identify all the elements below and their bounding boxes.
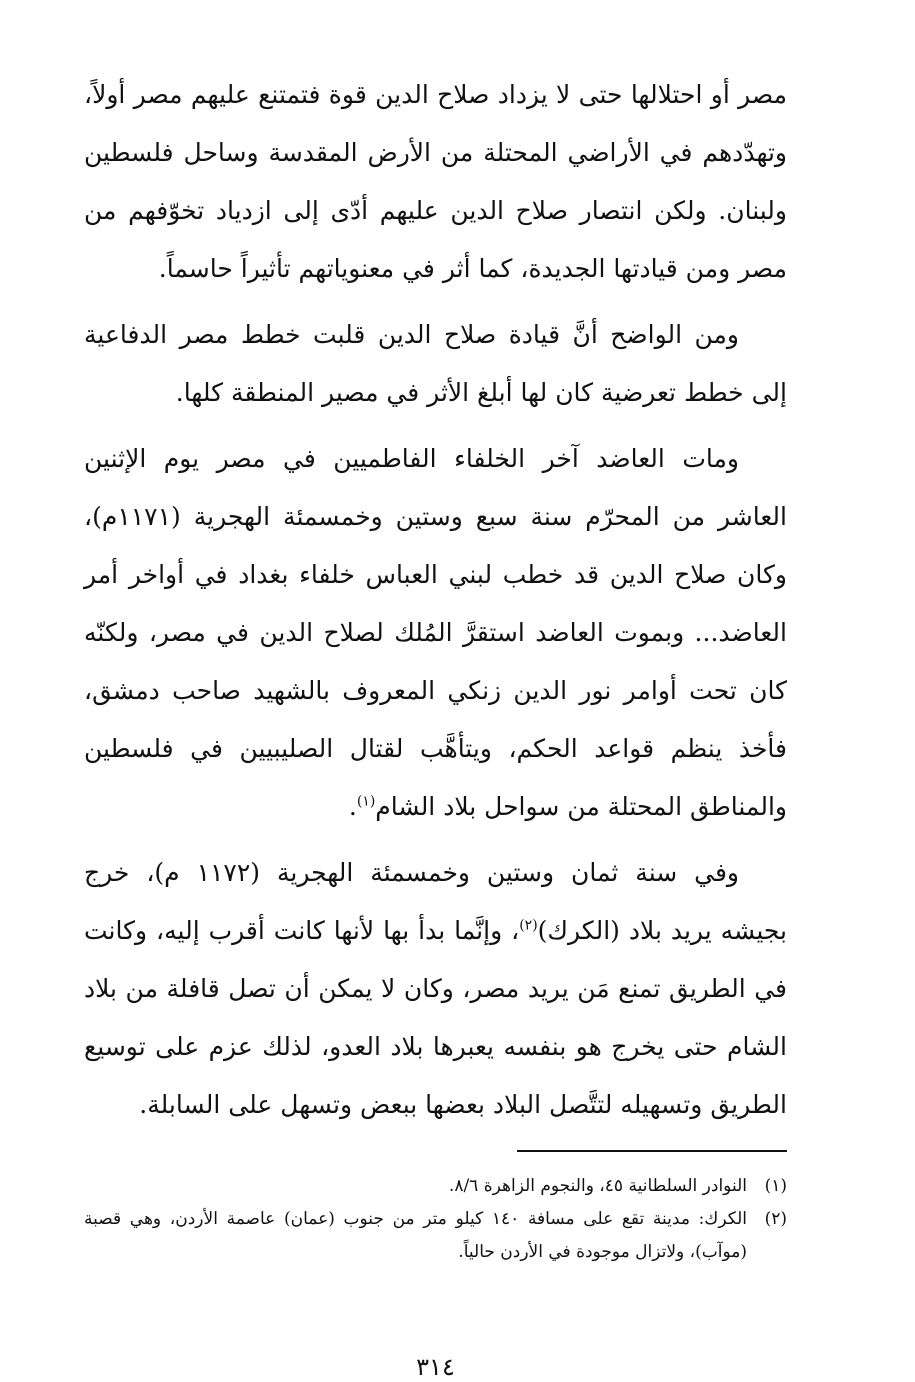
footnote-2 bbox=[84, 1203, 787, 1269]
footnote-text: النوادر السلطانية ٤٥، والنجوم الزاهرة ٨/٦. bbox=[448, 1176, 747, 1196]
footnote-number: (١) bbox=[764, 1176, 787, 1196]
book-page bbox=[84, 66, 787, 1381]
footnote-reference-2[interactable]: (٢) bbox=[519, 917, 538, 934]
footnote-text: الكرك: مدينة تقع على مسافة ١٤٠ كيلو متر من جنوب (عمان) عاصمة الأردن، وهي قصبة (موآب)، ولاتزال موجودة في الأردن حالياً. bbox=[84, 1209, 747, 1262]
paragraph-3 bbox=[84, 430, 787, 836]
footnote-number: (٢) bbox=[764, 1209, 787, 1229]
paragraph-2-text: ومن الواضح أنَّ قيادة صلاح الدين قلبت خطط مصر الدفاعية إلى خطط تعرضية كان لها أبلغ الأثر في مصير المنطقة كلها. bbox=[84, 320, 787, 407]
footnote-reference-1[interactable]: (١) bbox=[356, 793, 376, 810]
paragraph-4 bbox=[84, 844, 787, 1134]
footnote-1 bbox=[84, 1170, 787, 1203]
paragraph-3-text: ومات العاضد آخر الخلفاء الفاطميين في مصر يوم الإثنين العاشر من المحرّم سنة سبع وستين وخمسمئة الهجرية (١١٧١م)، وكان صلاح الدين قد خطب لبني العباس خلفاء بغداد في أواخر أمر العاضد... وبموت العاضد استقرَّ المُلك لصلاح الدين في مصر، ولكنّه كان تحت أوامر نور الدين زنكي المعروف بالشهيد صاحب دمشق، فأخذ ينظم قواعد الحكم، ويتأهَّب لقتال الصليبيين في فلسطين والمناطق المحتلة من سواحل بلاد الشام bbox=[84, 444, 787, 821]
paragraph-3-end: . bbox=[348, 792, 357, 821]
paragraph-4-rest: ، وإنَّما بدأ بها لأنها كانت أقرب إليه، وكانت في الطريق تمنع مَن يريد مصر، وكان لا يمكن أن تصل قافلة من بلاد الشام حتى يخرج هو بنفسه يعبرها بلاد العدو، لذلك عزم على توسيع الطريق وتسهيله لتتَّصل البلاد بعضها ببعض وتسهل على السابلة. bbox=[84, 916, 787, 1119]
paragraph-2 bbox=[84, 306, 787, 422]
paragraph-1 bbox=[84, 66, 787, 298]
paragraph-1-text: مصر أو احتلالها حتى لا يزداد صلاح الدين قوة فتمتنع عليهم مصر أولاً، وتهدّدهم في الأراضي المحتلة من الأرض المقدسة وساحل فلسطين ولبنان. ولكن انتصار صلاح الدين عليهم أدّى إلى ازدياد تخوّفهم من مصر ومن قيادتها الجديدة، كما أثر في معنوياتهم تأثيراً حاسماً. bbox=[84, 80, 787, 283]
page-number: ٣١٤ bbox=[416, 1353, 455, 1381]
footnotes bbox=[84, 1170, 787, 1269]
paragraph-4-text: وفي سنة ثمان وستين وخمسمئة الهجرية (١١٧٢ م)، خرج بجيشه يريد بلاد (الكرك) bbox=[84, 858, 787, 945]
footnote-separator bbox=[517, 1150, 787, 1152]
